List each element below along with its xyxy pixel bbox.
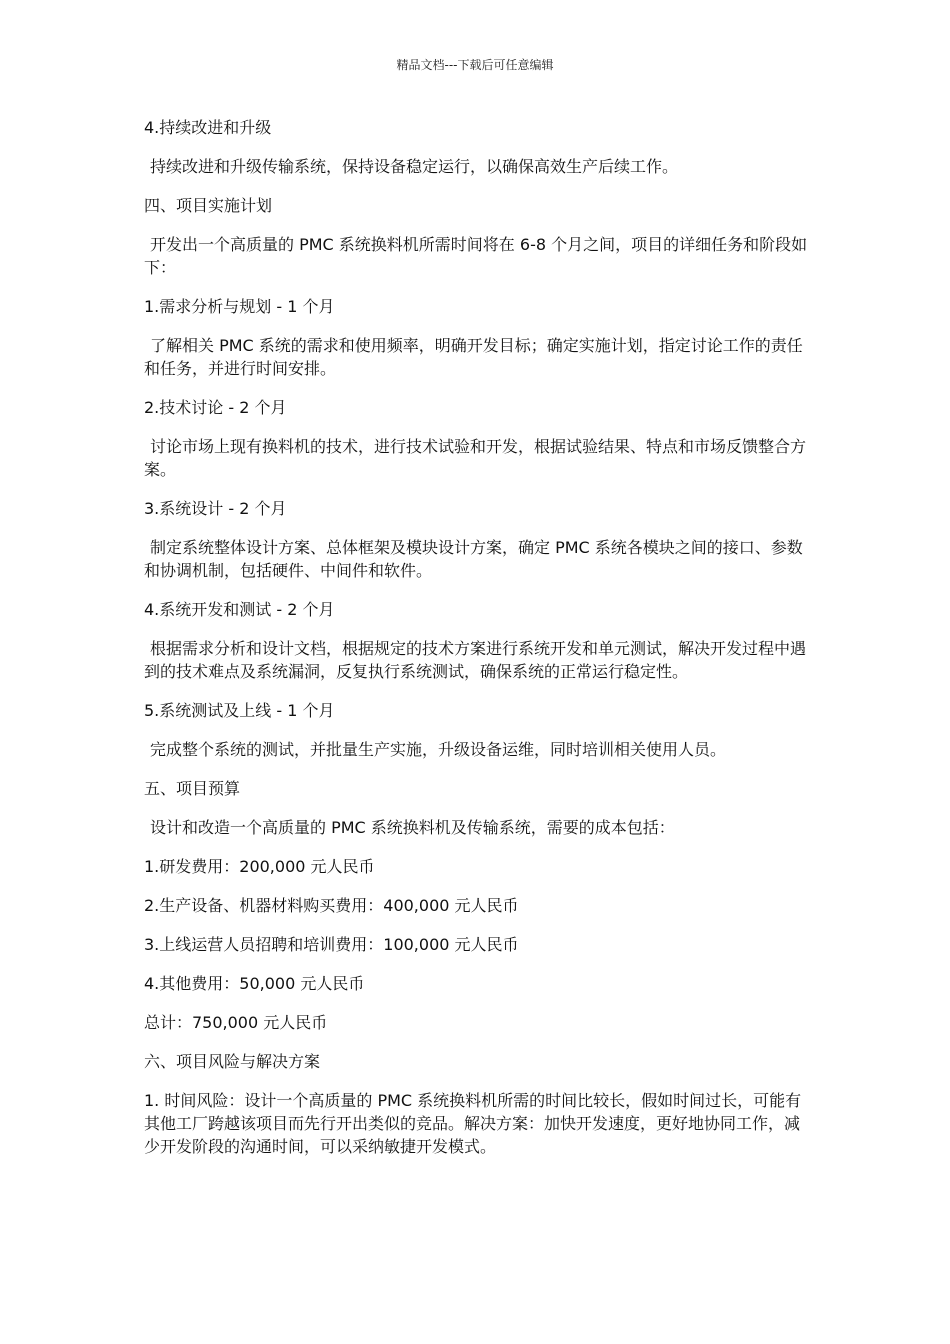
section-heading: 六、项目风险与解决方案 — [144, 1052, 321, 1071]
page-header: 精品文档---下载后可任意编辑 — [396, 58, 554, 72]
budget-total: 总计：750,000 元人民币 — [144, 1013, 328, 1032]
section-heading: 五、项目预算 — [144, 779, 241, 798]
body-paragraph: 持续改进和升级传输系统，保持设备稳定运行，以确保高效生产后续工作。 — [150, 157, 679, 176]
budget-item: 3.上线运营人员招聘和培训费用：100,000 元人民币 — [144, 935, 519, 954]
body-paragraph: 设计和改造一个高质量的 PMC 系统换料机及传输系统，需要的成本包括： — [150, 818, 675, 837]
body-paragraph: 制定系统整体设计方案、总体框架及模块设计方案，确定 PMC 系统各模块之间的接口、参数和协调机制，包括硬件、中间件和软件。 — [144, 538, 803, 580]
body-paragraph: 了解相关 PMC 系统的需求和使用频率，明确开发目标；确定实施计划，指定讨论工作的责任和任务，并进行时间安排。 — [144, 336, 803, 378]
section-heading: 4.持续改进和升级 — [144, 118, 272, 137]
budget-item: 2.生产设备、机器材料购买费用：400,000 元人民币 — [144, 896, 519, 915]
section-heading: 3.系统设计 - 2 个月 — [144, 499, 287, 518]
section-heading: 四、项目实施计划 — [144, 196, 273, 215]
body-paragraph: 开发出一个高质量的 PMC 系统换料机所需时间将在 6-8 个月之间，项目的详细任务和阶段如下： — [144, 235, 808, 277]
section-heading: 2.技术讨论 - 2 个月 — [144, 398, 287, 417]
section-heading: 1.需求分析与规划 - 1 个月 — [144, 297, 335, 316]
body-paragraph: 完成整个系统的测试，并批量生产实施，升级设备运维，同时培训相关使用人员。 — [150, 740, 727, 759]
document-body — [144, 116, 808, 1174]
body-paragraph: 讨论市场上现有换料机的技术，进行技术试验和开发，根据试验结果、特点和市场反馈整合方案。 — [144, 437, 807, 479]
section-heading: 4.系统开发和测试 - 2 个月 — [144, 600, 335, 619]
budget-item: 4.其他费用：50,000 元人民币 — [144, 974, 365, 993]
risk-item: 1. 时间风险：设计一个高质量的 PMC 系统换料机所需的时间比较长，假如时间过长，可能有其他工厂跨越该项目而先行开出类似的竞品。解决方案：加快开发速度，更好地协同工作，减少开发阶段的沟通时间，可以采纳敏捷开发模式。 — [144, 1091, 802, 1156]
body-paragraph: 根据需求分析和设计文档，根据规定的技术方案进行系统开发和单元测试，解决开发过程中遇到的技术难点及系统漏洞，反复执行系统测试，确保系统的正常运行稳定性。 — [144, 639, 807, 681]
budget-item: 1.研发费用：200,000 元人民币 — [144, 857, 375, 876]
section-heading: 5.系统测试及上线 - 1 个月 — [144, 701, 335, 720]
